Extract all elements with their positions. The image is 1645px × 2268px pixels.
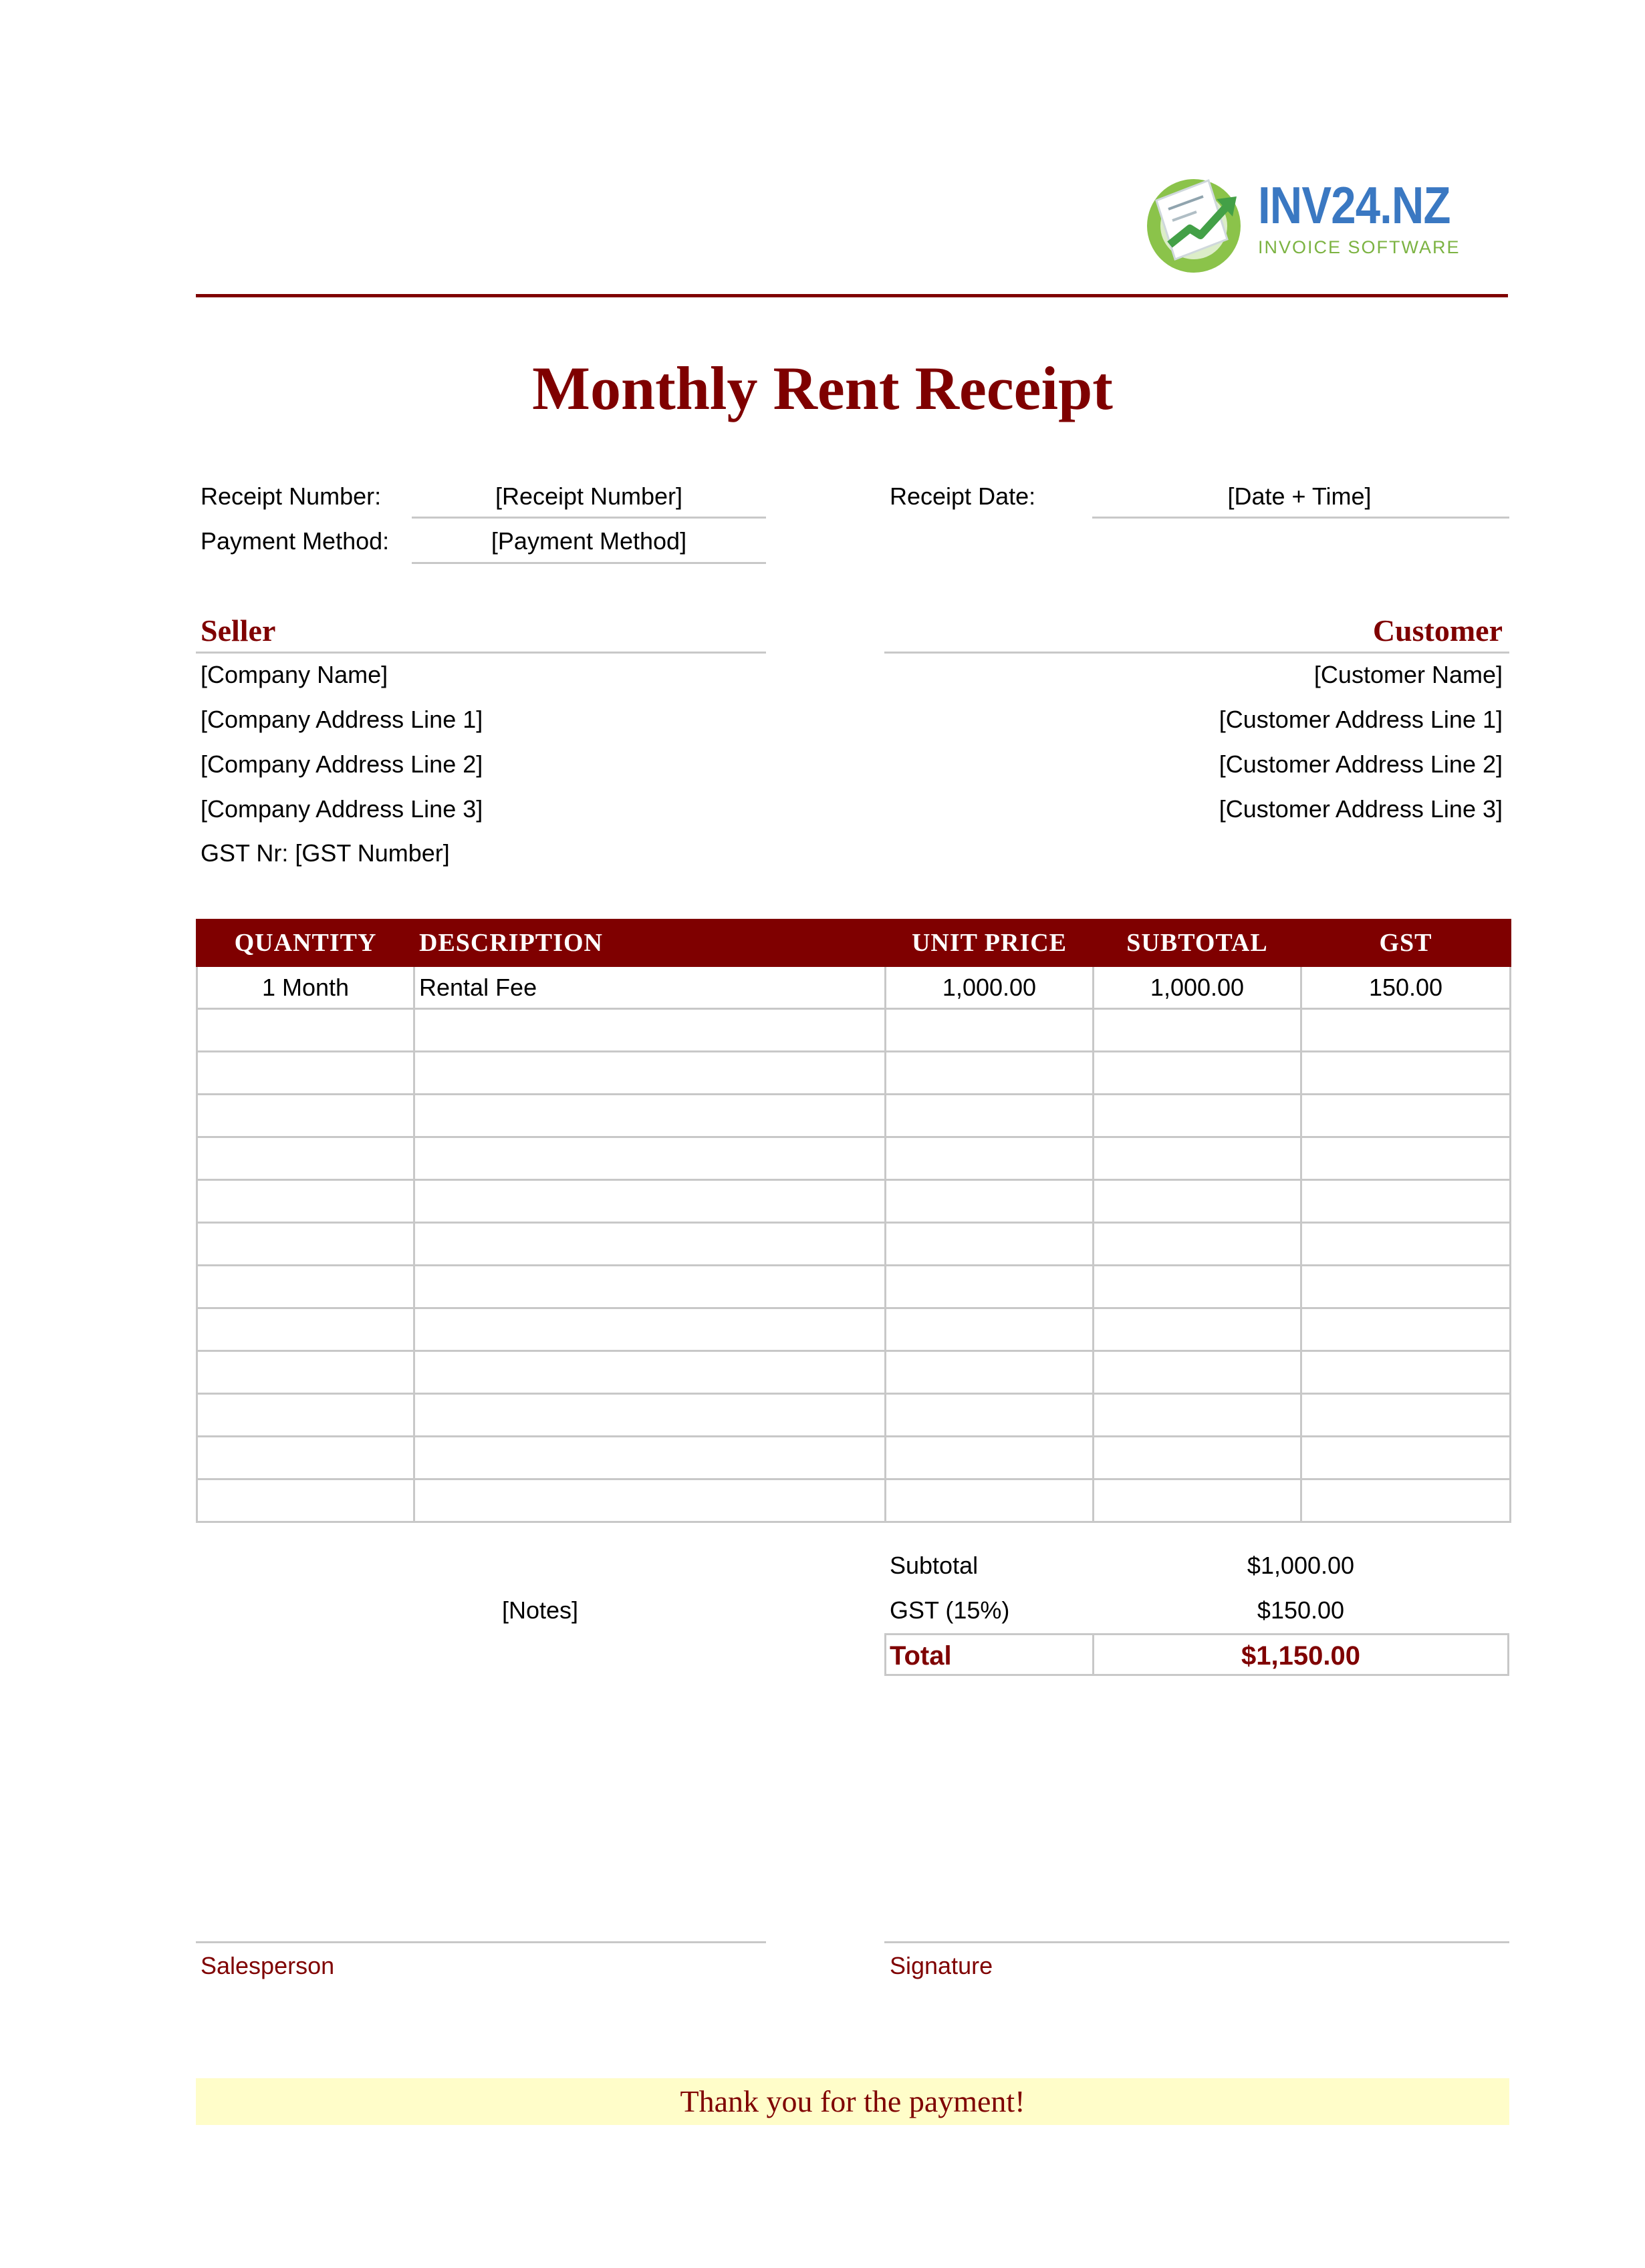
column-header-quantity: QUANTITY [197,920,414,966]
cell-gst [1301,1223,1511,1266]
cell-unit-price [886,1308,1094,1351]
cell-gst [1301,1308,1511,1351]
seller-underline [196,652,766,654]
thank-you-text: Thank you for the payment! [680,2084,1025,2118]
cell-description [414,1394,886,1437]
table-row [197,1009,1511,1052]
cell-description [414,1137,886,1180]
logo-tagline: INVOICE SOFTWARE [1258,237,1461,257]
payment-method-value: [Payment Method] [491,527,687,555]
cell-unit-price [886,1479,1094,1522]
customer-line: [Customer Address Line 2] [1219,750,1503,778]
cell-quantity: 1 Month [197,966,414,1009]
table-row [197,1095,1511,1137]
table-row [197,1266,1511,1308]
receipt-date-value: [Date + Time] [1227,482,1372,510]
cell-subtotal [1094,1479,1301,1522]
customer-line: [Customer Address Line 1] [1219,706,1503,733]
cell-quantity [197,1266,414,1308]
cell-description [414,1351,886,1394]
customer-line: [Customer Name] [1313,661,1503,688]
cell-quantity [197,1009,414,1052]
cell-gst [1301,1351,1511,1394]
cell-subtotal [1094,1351,1301,1394]
cell-quantity [197,1052,414,1095]
cell-gst: 150.00 [1301,966,1511,1009]
salesperson-label: Salesperson [201,1952,335,1979]
cell-quantity [197,1180,414,1223]
logo-wordmark: INV24.NZ [1258,176,1450,235]
cell-subtotal [1094,1223,1301,1266]
notes: [Notes] [501,1596,579,1624]
thank-you-banner [196,2078,1509,2125]
table-row [197,1180,1511,1223]
cell-description [414,1009,886,1052]
company-logo [1143,167,1477,274]
cell-quantity [197,1095,414,1137]
seller-line: [Company Address Line 2] [201,750,483,778]
cell-subtotal [1094,1009,1301,1052]
seller-line: [Company Address Line 3] [201,795,483,823]
cell-description [414,1437,886,1479]
cell-quantity [197,1308,414,1351]
cell-unit-price [886,1266,1094,1308]
column-header-subtotal: SUBTOTAL [1094,920,1301,966]
cell-subtotal [1094,1052,1301,1095]
seller-heading: Seller [201,613,276,648]
payment-method-underline [412,562,766,564]
signature-line [884,1941,1509,1943]
cell-unit-price [886,1095,1094,1137]
cell-gst [1301,1266,1511,1308]
cell-gst [1301,1437,1511,1479]
subtotal-value: $1,000.00 [1247,1552,1355,1579]
receipt-number-label: Receipt Number: [201,482,382,510]
cell-description [414,1180,886,1223]
cell-unit-price [886,1223,1094,1266]
cell-description [414,1266,886,1308]
page-title: Monthly Rent Receipt [532,354,1113,422]
cell-description [414,1308,886,1351]
cell-gst [1301,1180,1511,1223]
cell-description [414,1223,886,1266]
table-row [197,1394,1511,1437]
customer-underline [884,652,1509,654]
total-value: $1,150.00 [1241,1641,1360,1671]
table-row [197,1437,1511,1479]
cell-unit-price [886,1009,1094,1052]
cell-subtotal [1094,1266,1301,1308]
line-items-table [196,919,1511,1523]
subtotal-label: Subtotal [890,1552,979,1579]
cell-gst [1301,1095,1511,1137]
table-header-row [197,920,1511,966]
cell-unit-price: 1,000.00 [886,966,1094,1009]
gst-label: GST (15%) [890,1596,1010,1624]
signature-label: Signature [890,1952,993,1979]
table-row [197,1351,1511,1394]
column-header-description: DESCRIPTION [414,920,886,966]
receipt-number-value: [Receipt Number] [495,482,683,510]
cell-gst [1301,1052,1511,1095]
column-header-gst: GST [1301,920,1511,966]
table-row [197,1137,1511,1180]
cell-gst [1301,1137,1511,1180]
receipt-date-underline [1092,517,1509,519]
header-rule [196,294,1508,297]
table-row [197,966,1511,1009]
table-row [197,1479,1511,1522]
cell-quantity [197,1479,414,1522]
receipt-number-underline [412,517,766,519]
customer-line: [Customer Address Line 3] [1219,795,1503,823]
cell-description [414,1479,886,1522]
salesperson-line [196,1941,766,1943]
cell-gst [1301,1479,1511,1522]
cell-subtotal [1094,1394,1301,1437]
cell-gst [1301,1009,1511,1052]
cell-unit-price [886,1351,1094,1394]
cell-unit-price [886,1137,1094,1180]
table-row [197,1223,1511,1266]
column-header-unit-price: UNIT PRICE [886,920,1094,966]
cell-quantity [197,1437,414,1479]
cell-subtotal [1094,1180,1301,1223]
cell-subtotal [1094,1308,1301,1351]
cell-subtotal [1094,1437,1301,1479]
seller-line: [Company Address Line 1] [201,706,483,733]
cell-quantity [197,1351,414,1394]
table-row [197,1052,1511,1095]
cell-description [414,1095,886,1137]
cell-description: Rental Fee [414,966,886,1009]
cell-quantity [197,1223,414,1266]
cell-quantity [197,1394,414,1437]
cell-quantity [197,1137,414,1180]
gst-value: $150.00 [1257,1596,1345,1624]
customer-heading: Customer [1372,613,1503,648]
invoice-logo-icon [1143,172,1245,274]
seller-line: [Company Name] [201,661,388,688]
cell-description [414,1052,886,1095]
receipt-date-label: Receipt Date: [890,482,1036,510]
cell-subtotal [1094,1137,1301,1180]
cell-unit-price [886,1437,1094,1479]
table-row [197,1308,1511,1351]
payment-method-label: Payment Method: [201,527,390,555]
cell-subtotal [1094,1095,1301,1137]
total-label: Total [890,1641,952,1671]
cell-gst [1301,1394,1511,1437]
cell-subtotal: 1,000.00 [1094,966,1301,1009]
cell-unit-price [886,1052,1094,1095]
cell-unit-price [886,1394,1094,1437]
cell-unit-price [886,1180,1094,1223]
seller-gst-line: GST Nr: [GST Number] [201,839,450,867]
